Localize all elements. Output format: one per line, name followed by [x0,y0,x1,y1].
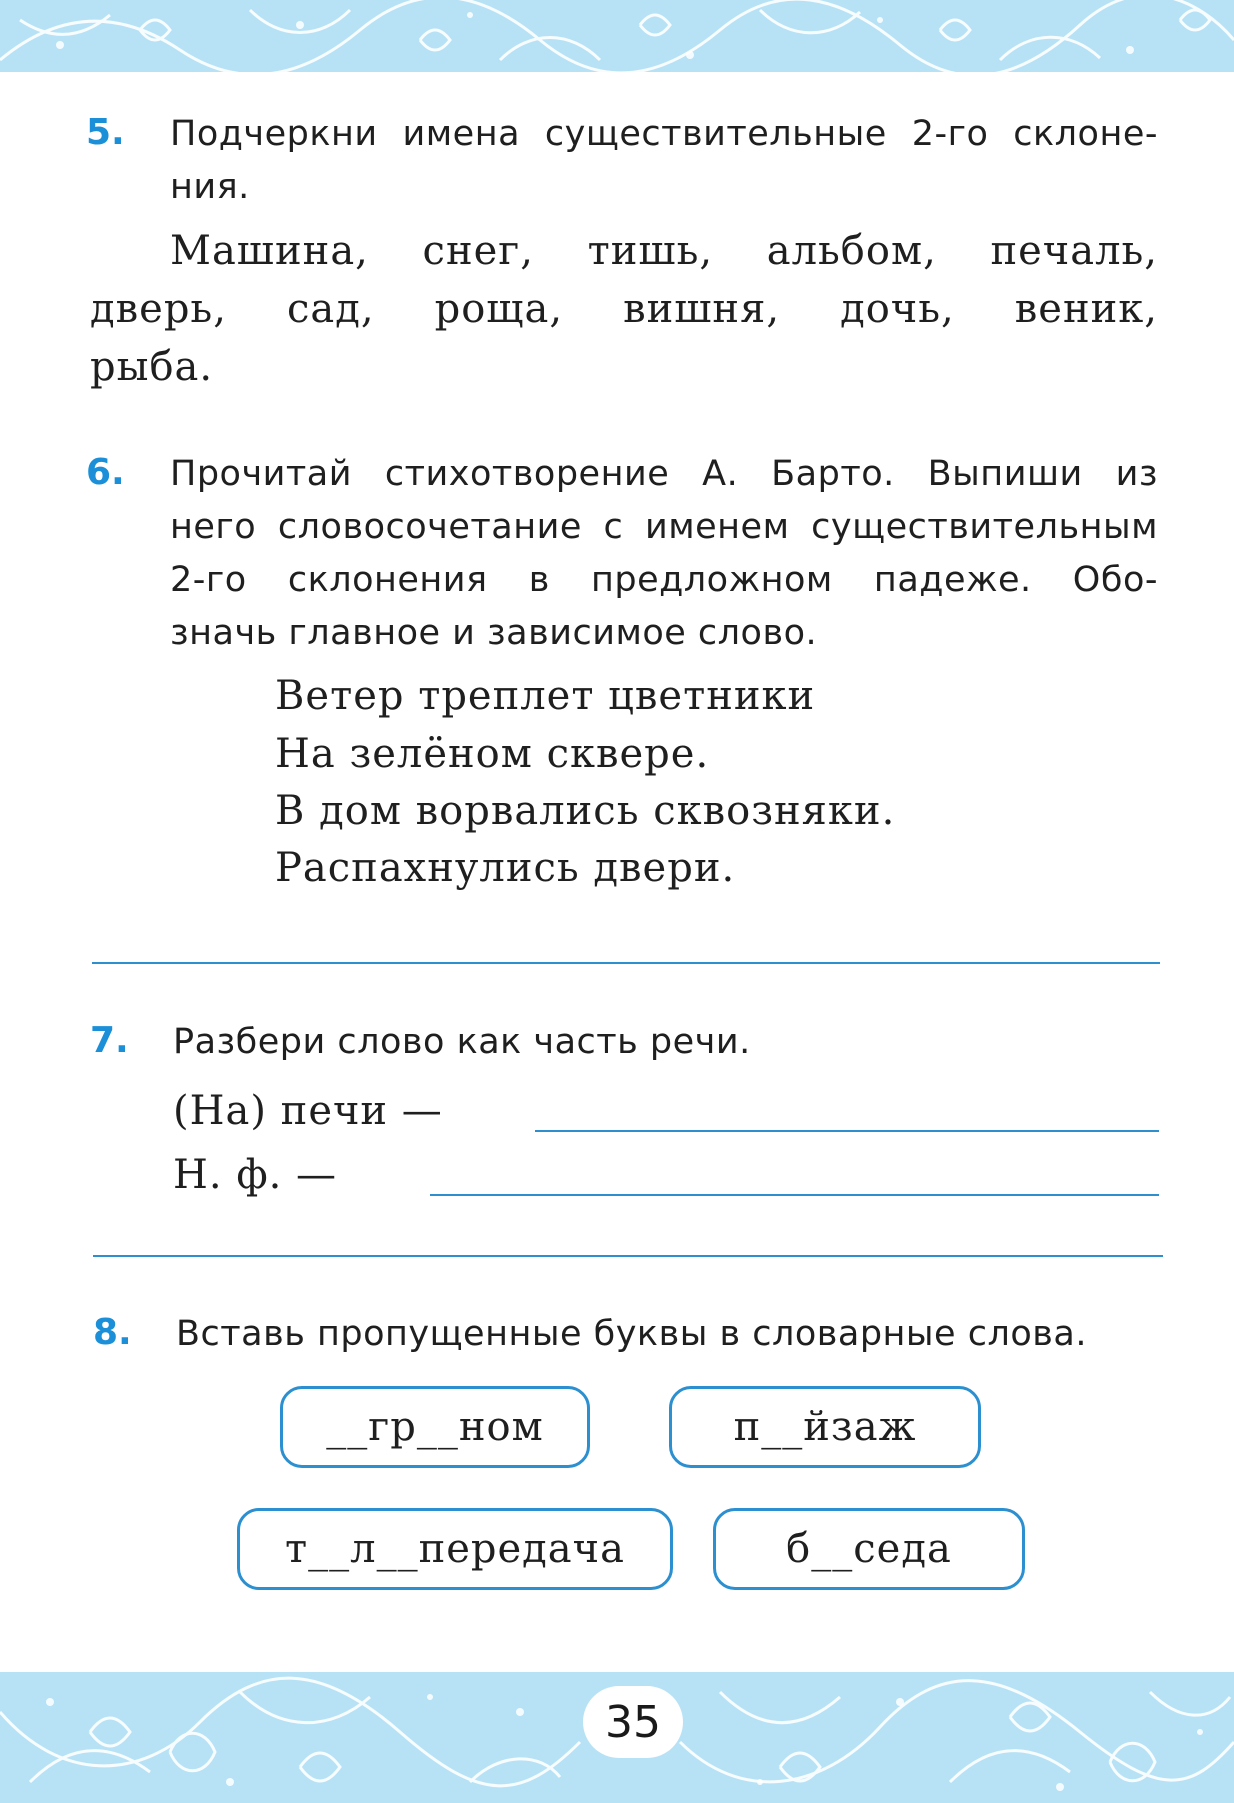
task-6-instruction-line-2: него словосочетание с именем существительным [170,507,1158,547]
task-7-initial-form-label: Н. ф. — [173,1152,338,1198]
page-number: 35 [583,1686,683,1758]
dictionary-word-box[interactable]: б__седа [713,1508,1025,1590]
task-5-number: 5. [86,112,125,153]
poem-line: На зелёном сквере. [275,731,710,777]
dictionary-word-box[interactable]: __гр__ном [280,1386,590,1468]
task-6-instruction-line-4: значь главное и зависимое слово. [170,613,818,653]
task-5-words-line-2: дверь, сад, роща, вишня, дочь, веник, [90,286,1158,332]
task-5-instruction-line-2: ния. [170,167,250,207]
ornament-pattern [0,0,1234,72]
task-5-words-line-1: Машина, снег, тишь, альбом, печаль, [170,228,1158,274]
task-7-instruction: Разбери слово как часть речи. [173,1022,751,1062]
task-5-words-line-3: рыба. [90,344,214,390]
task-8-number: 8. [93,1312,132,1353]
poem-line: Ветер треплет цветники [275,673,816,719]
dictionary-word-box[interactable]: т__л__передача [237,1508,673,1590]
poem-line: Распахнулись двери. [275,845,736,891]
dictionary-word-box[interactable]: п__йзаж [669,1386,981,1468]
task-7-answer-line-1[interactable] [535,1130,1159,1132]
poem-line: В дом ворвались сквозняки. [275,788,896,834]
task-7-number: 7. [90,1020,129,1061]
task-6-number: 6. [86,452,125,493]
task-6-answer-line[interactable] [92,962,1160,964]
task-7-word-label: (На) печи — [173,1088,443,1134]
task-6-instruction-line-3: 2-го склонения в предложном падеже. Обо- [170,560,1158,600]
task-7-answer-line-3[interactable] [93,1255,1163,1257]
task-7-answer-line-2[interactable] [430,1194,1159,1196]
task-6-instruction-line-1: Прочитай стихотворение А. Барто. Выпиши из [170,454,1158,494]
task-8-instruction: Вставь пропущенные буквы в словарные слова. [176,1314,1087,1354]
top-ornament-band [0,0,1234,72]
task-5-instruction-line-1: Подчеркни имена существительные 2-го склоне- [170,114,1158,154]
